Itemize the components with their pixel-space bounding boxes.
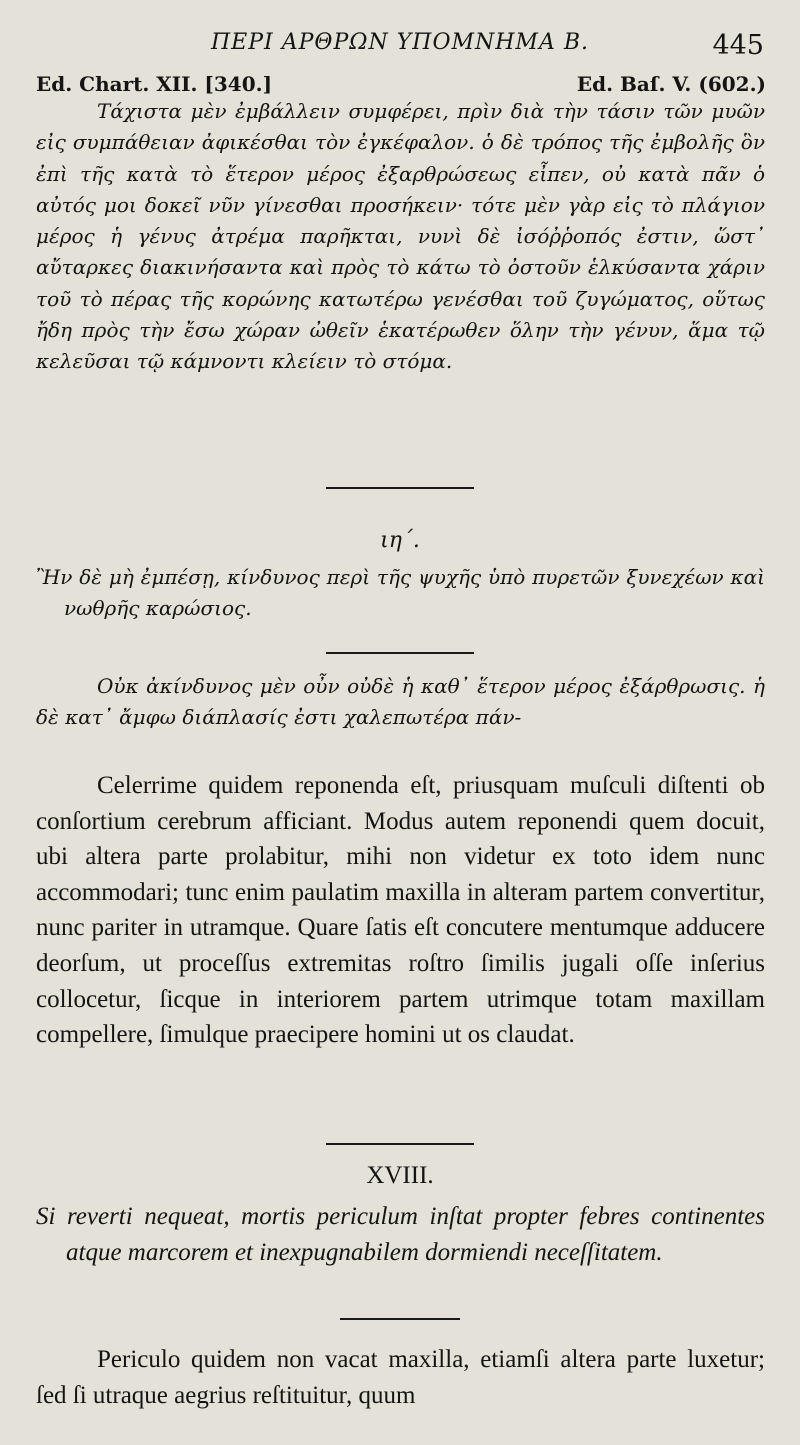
edition-reference-basel: Ed. Baſ. V. (602.) [576, 72, 766, 96]
running-title: ΠΕΡΙ ΑΡΘΡΩΝ ΥΠΟΜΝΗΜΑ Β. [210, 30, 590, 55]
greek-commentary-paragraph: Τάχιστα μὲν ἐμβάλλειν συμφέρει, πρὶν διὰ τὴν τάσιν τῶν μυῶν εἰς συμπάθειαν ἀφικέσθαι τὸν ἐγκέφαλον. ὁ δὲ τρόπος τῆς ἐμβολῆς ὃν ἐπὶ τῆς κατὰ τὸ ἕτερον μέρος ἐξαρθρώσεως εἶπεν, οὐ κατὰ πᾶν ὁ αὐτός μοι δοκεῖ νῦν γίνεσθαι προσήκειν· τότε μὲν γὰρ εἰς τὸ πλάγιον μέρος ἡ γένυς ἀτρέμα παρῆκται, νυνὶ δὲ ἰσόῤῥοπός ἐστιν, ὥστ᾿ αὔταρκες διακινήσαντα καὶ πρὸς τὸ κάτω τὸ ὀστοῦν ἑλκύσαντα χάριν τοῦ τὸ πέρας τῆς κορώνης κατωτέρω γενέσθαι τοῦ ζυγώματος, οὕτως ἤδη πρὸς τὴν ἔσω χώραν ὠθεῖν ἑκατέρωθεν ὅλην τὴν γένυν, ἅμα τῷ κελεῦσαι τῷ κάμνοντι κλείειν τὸ στόμα. [36, 99, 765, 374]
divider-rule [340, 1318, 460, 1320]
divider-rule [326, 487, 474, 489]
latin-commentary-paragraph: Celerrime quidem reponenda eſt, priusquam muſculi diſtenti ob conſortium cerebrum afficiant. Modus autem reponendi quem docuit, ubi altera parte prolabitur, mihi non videtur ex toto idem nunc accommodari; tunc enim paulatim maxilla in alteram partem convertitur, nunc pariter in utramque. Quare ſatis eſt concutere mentumque adducere deorſum, ut proceſſus extremitas roſtro ſimilis jugali oſſe inſerius collocetur, ſicque in interiorem partem utrimque totam maxillam compellere, ſimulque praecipere homini ut os claudat. [36, 772, 765, 1049]
page-number: 445 [712, 30, 764, 61]
latin-aphorism: Si reverti nequeat, mortis periculum inſtat propter febres continentes atque marcorem et inexpugnabilem dormiendi neceſſitatem. [36, 1203, 765, 1266]
divider-rule [326, 652, 474, 654]
greek-section-number: ιη΄. [380, 528, 420, 553]
latin-section-number: XVIII. [366, 1162, 434, 1189]
divider-rule [326, 1143, 474, 1145]
edition-reference-chartier: Ed. Chart. XII. [340.] [36, 72, 273, 96]
latin-commentary-paragraph-2: Periculo quidem non vacat maxilla, etiamſi altera parte luxetur; ſed ſi utraque aegrius reſtituitur, quum [36, 1346, 765, 1409]
greek-commentary-paragraph-2: Οὐκ ἀκίνδυνος μὲν οὖν οὐδὲ ἡ καθ᾿ ἕτερον μέρος ἐξάρθρωσις. ἡ δὲ κατ᾿ ἄμφω διάπλασίς ἐστι χαλεπωτέρα πάν- [36, 674, 765, 730]
greek-aphorism: Ἢν δὲ μὴ ἐμπέσῃ, κίνδυνος περὶ τῆς ψυχῆς ὑπὸ πυρετῶν ξυνεχέων καὶ νωθρῆς καρώσιος. [36, 565, 765, 621]
